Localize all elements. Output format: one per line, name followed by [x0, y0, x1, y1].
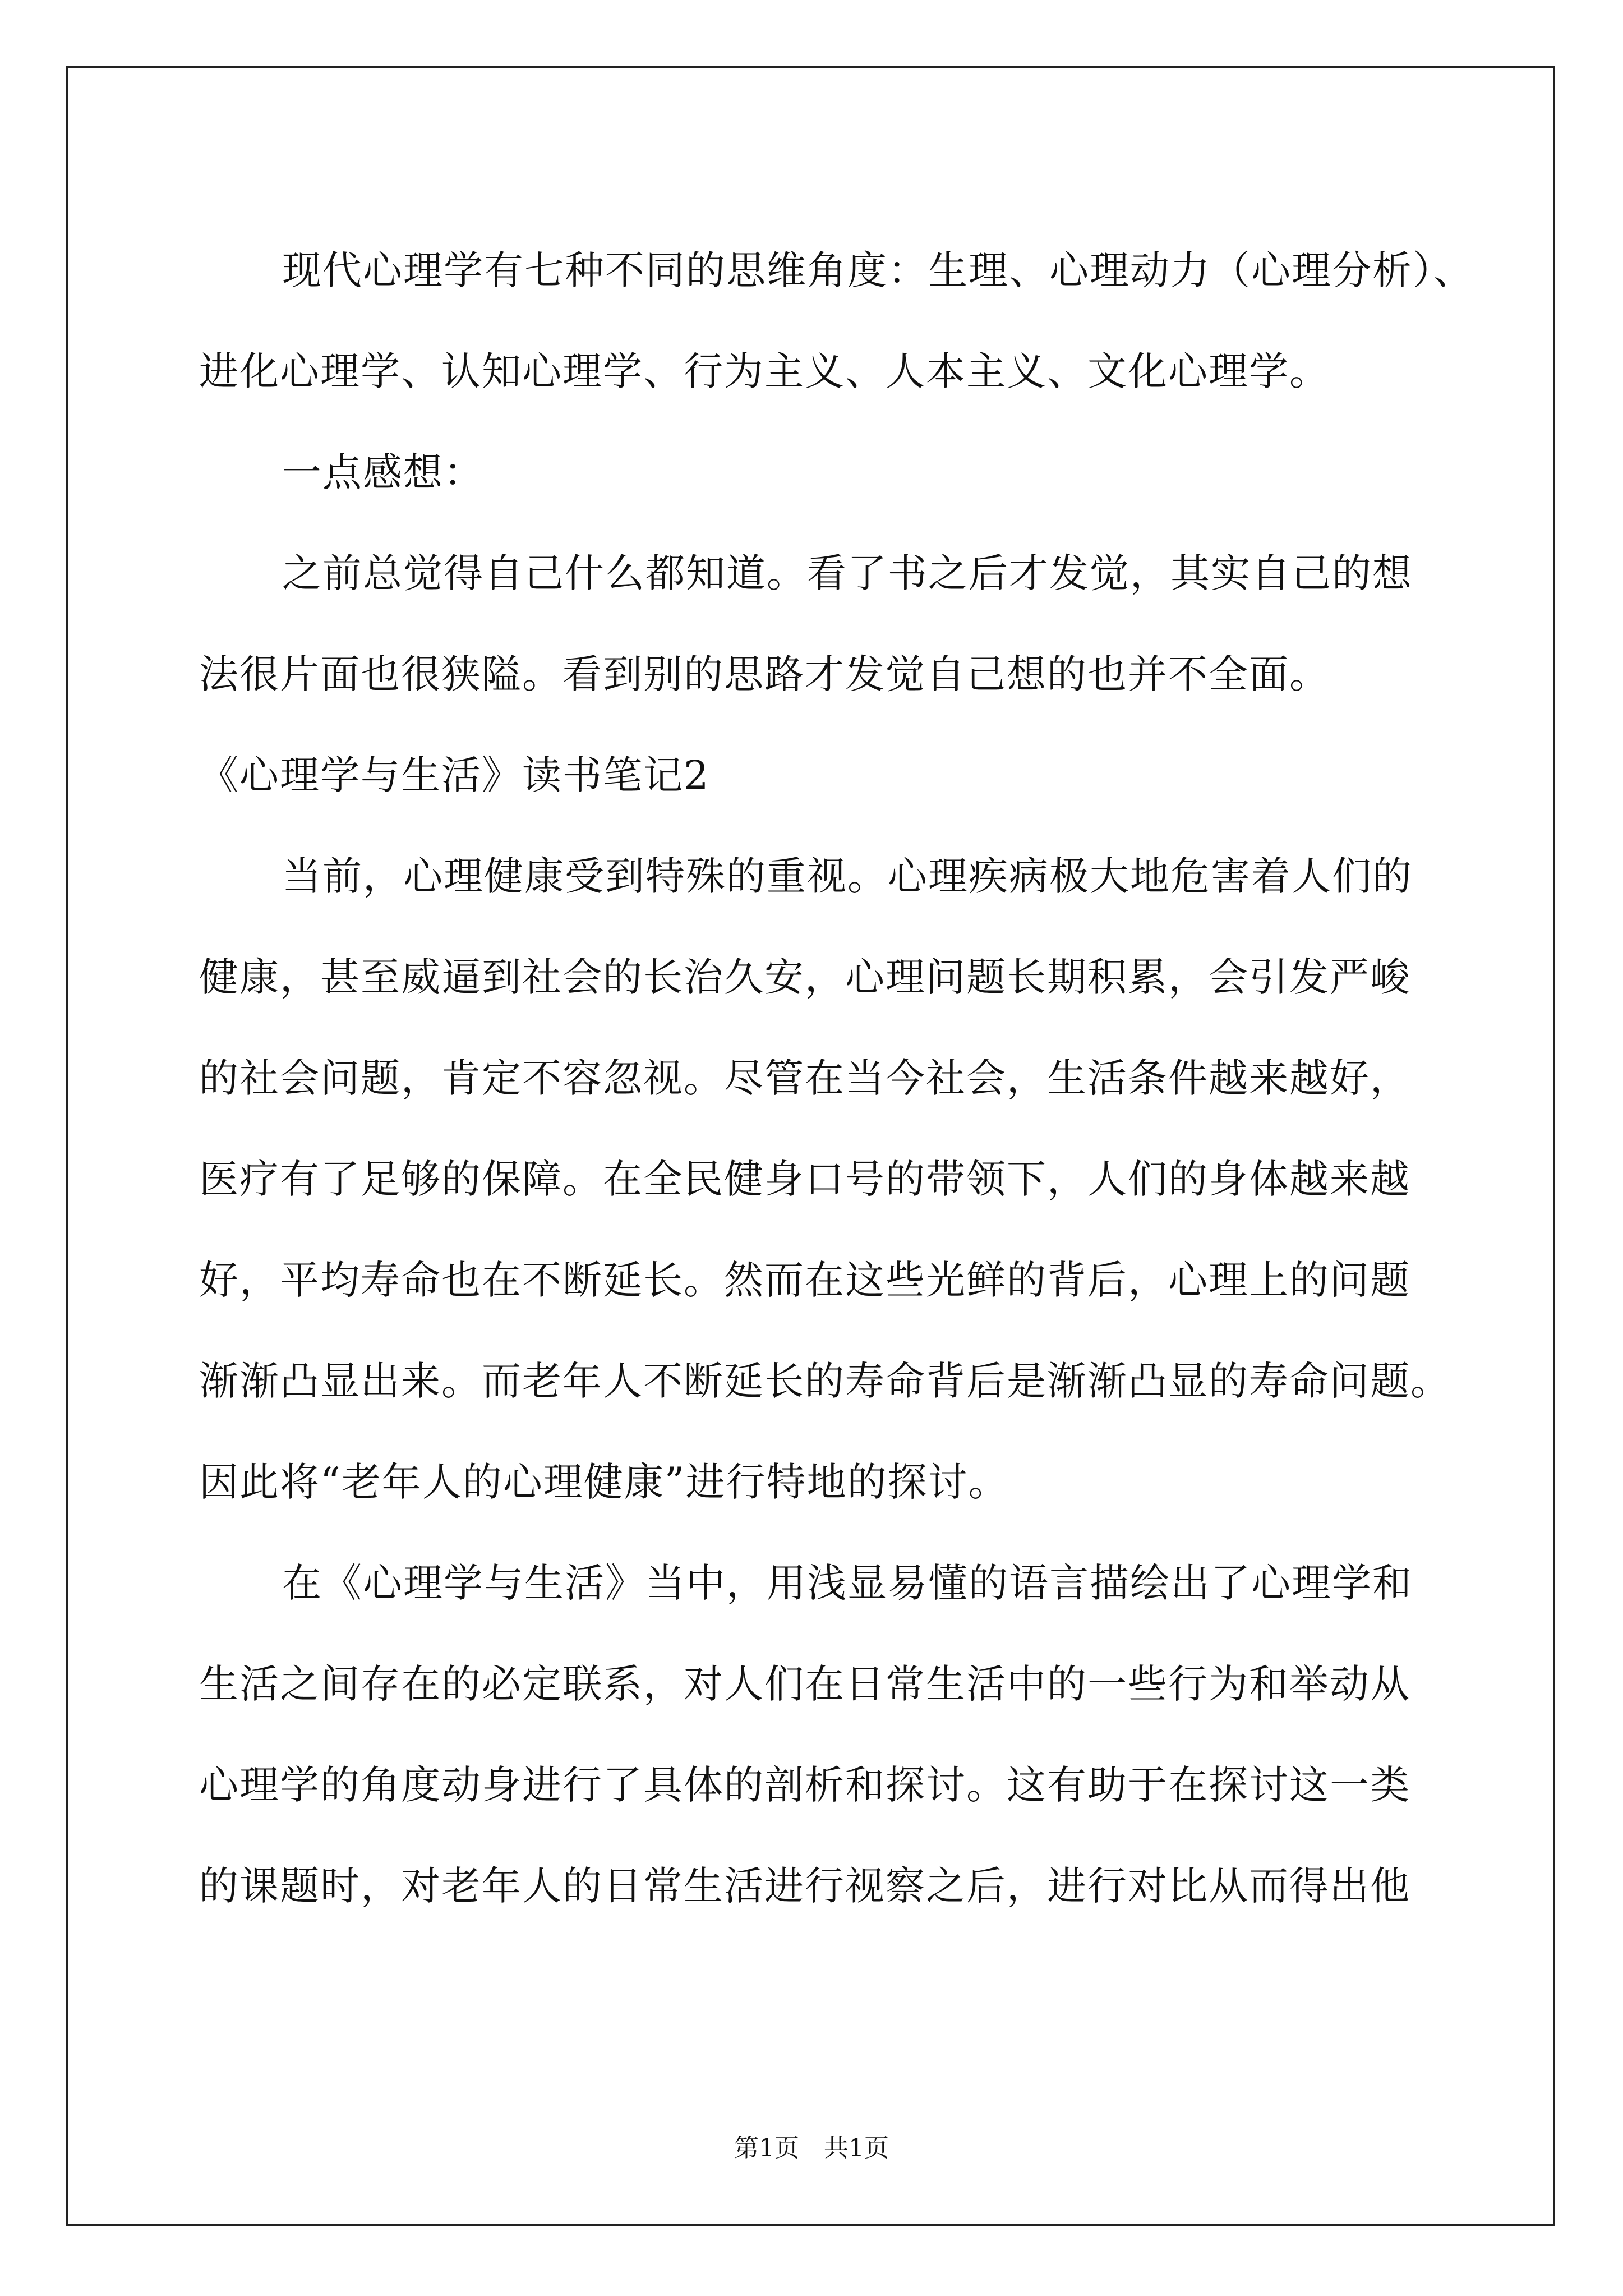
- paragraph-line: 之前总觉得自己什么都知道。看了书之后才发觉，其实自己的想: [282, 550, 1413, 596]
- paragraph-line: 的课题时，对老年人的日常生活进行视察之后，进行对比从而得出他: [199, 1863, 1410, 1909]
- paragraph-line: 在《心理学与生活》当中，用浅显易懂的语言描绘出了心理学和: [282, 1560, 1413, 1606]
- paragraph-line: 因此将“老年人的心理健康”进行特地的探讨。: [199, 1459, 1009, 1505]
- paragraph-line: 一点感想：: [282, 449, 484, 495]
- section-heading: 《心理学与生活》读书笔记2: [199, 752, 710, 798]
- paragraph-line: 健康，甚至威逼到社会的长治久安，心理问题长期积累，会引发严峻: [199, 954, 1410, 1000]
- paragraph-line: 当前，心理健康受到特殊的重视。心理疾病极大地危害着人们的: [282, 853, 1413, 899]
- page-number-footer: 第1页 共1页: [734, 2134, 889, 2162]
- paragraph-line: 渐渐凸显出来。而老年人不断延长的寿命背后是渐渐凸显的寿命问题。: [199, 1358, 1451, 1404]
- paragraph-line: 进化心理学、认知心理学、行为主义、人本主义、文化心理学。: [199, 348, 1330, 394]
- paragraph-line: 生活之间存在的必定联系，对人们在日常生活中的一些行为和举动从: [199, 1661, 1410, 1707]
- paragraph-line: 法很片面也很狭隘。看到别的思路才发觉自己想的也并不全面。: [199, 651, 1330, 697]
- paragraph-line: 好，平均寿命也在不断延长。然而在这些光鲜的背后，心理上的问题: [199, 1257, 1410, 1303]
- paragraph-line: 医疗有了足够的保障。在全民健身口号的带领下，人们的身体越来越: [199, 1156, 1410, 1202]
- paragraph-line: 现代心理学有七种不同的思维角度：生理、心理动力（心理分析）、: [282, 247, 1474, 293]
- document-body: [199, 220, 1474, 1936]
- paragraph-line: 心理学的角度动身进行了具体的剖析和探讨。这有助于在探讨这一类: [199, 1762, 1410, 1808]
- paragraph-line: 的社会问题，肯定不容忽视。尽管在当今社会，生活条件越来越好，: [199, 1055, 1410, 1101]
